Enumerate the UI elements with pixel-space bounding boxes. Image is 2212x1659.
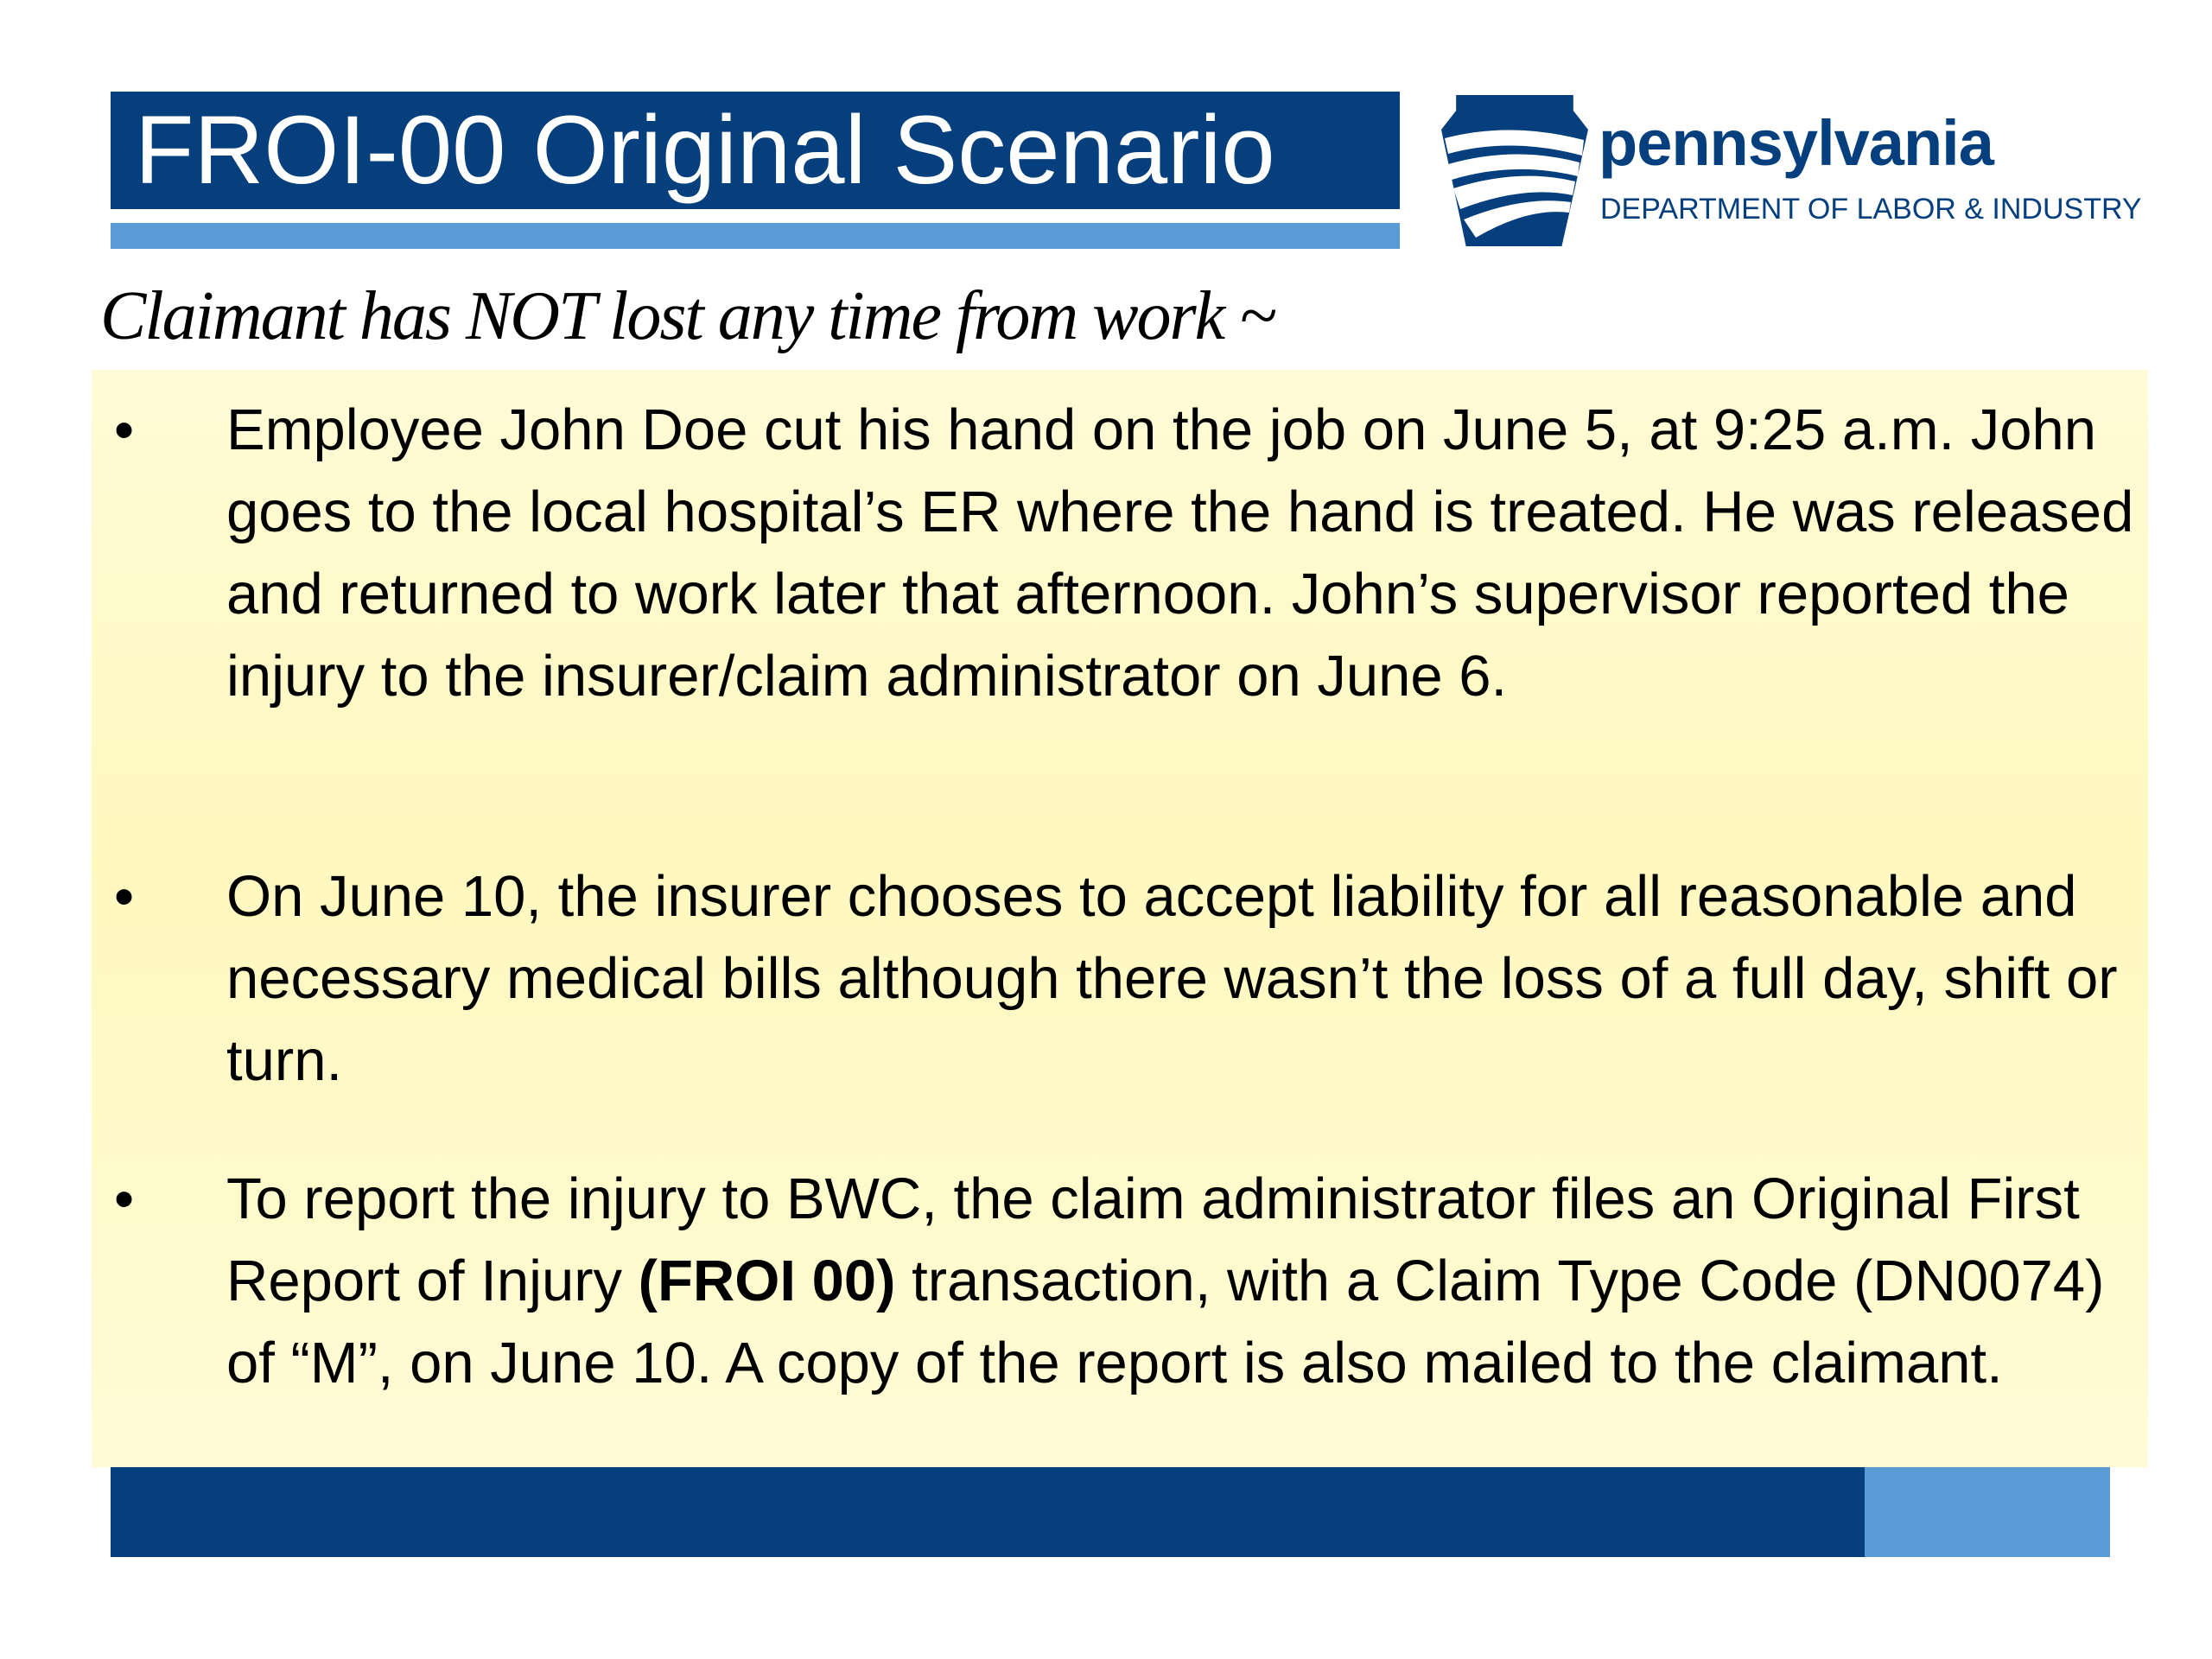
bullet-text-2: On June 10, the insurer chooses to accept liability for all reasonable and necessary medical bills although there wasn’t the loss of a full day, shift or turn. [226, 864, 2118, 1093]
bullet-text-3-part-1: To report the injury to BWC, the claim administrator files an Original First Report of Injury [226, 1166, 2080, 1313]
footer-accent [1865, 1467, 2110, 1557]
bullet-marker: • [114, 397, 135, 461]
slide-title: FROI-00 Original Scenario [135, 96, 1275, 204]
bullet-marker: • [114, 864, 135, 928]
bullet-text-3-part-2: transaction, with a Claim Type Code (DN0074) of “M”, on June 10. A copy of the report is also mailed to the claimant. [226, 1249, 2105, 1395]
footer-bar [111, 1467, 1865, 1557]
title-bar [111, 92, 1400, 209]
bullet-text-3 [226, 1158, 2145, 1404]
pa-labor-industry-logo [1441, 95, 2142, 251]
logo-wordmark: pennsylvania [1599, 107, 1993, 179]
content-box [92, 370, 2148, 1467]
froi-00-bold-label: (FROI 00) [638, 1249, 896, 1313]
title-underline [111, 223, 1400, 249]
slide-subtitle: Claimant has NOT lost any time from work ~ [100, 278, 1275, 354]
bullet-marker: • [114, 1166, 135, 1230]
logo-department: DEPARTMENT OF LABOR & INDUSTRY [1600, 193, 2142, 226]
bullet-text-1: Employee John Doe cut his hand on the job on June 5, at 9:25 a.m. John goes to the local hospital’s ER where the hand is treated. He was released and returned to work later that afternoon. John’s supervisor reported the injury to the insurer/claim administrator on June 6. [226, 397, 2134, 709]
keystone-logo-icon [1441, 95, 1588, 246]
